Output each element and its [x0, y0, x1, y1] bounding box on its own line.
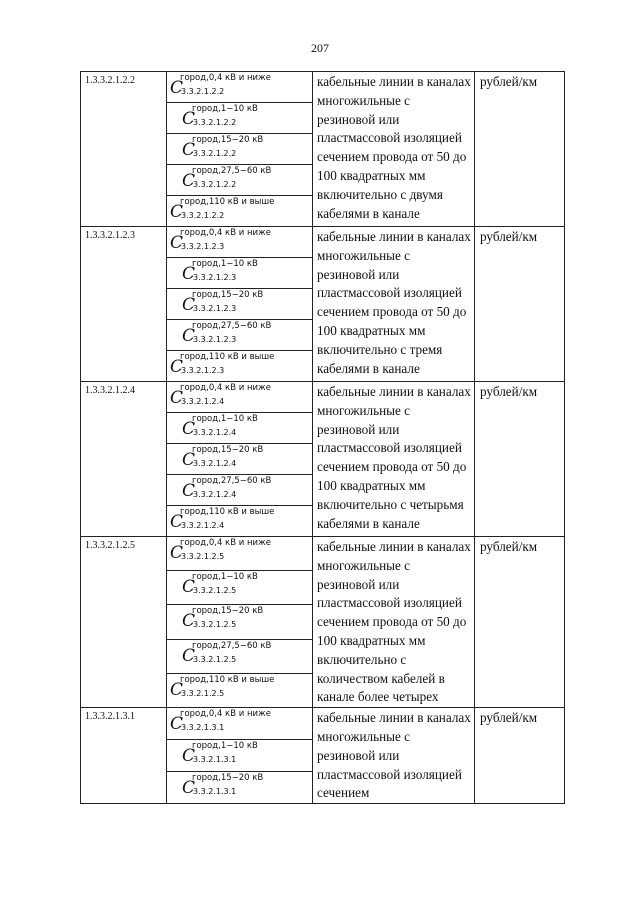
rate-symbol-letter: C — [170, 78, 184, 98]
rate-symbol-cell — [167, 134, 313, 165]
rate-symbol-cell — [167, 506, 313, 537]
rate-symbol-cell — [167, 289, 313, 320]
rate-symbol-letter: C — [182, 481, 196, 501]
rate-symbol-superscript: город,110 кВ и выше — [180, 507, 275, 517]
rate-symbol-superscript: город,0,4 кВ и ниже — [180, 709, 271, 720]
rate-symbol-cell — [167, 475, 313, 506]
rate-symbol — [170, 506, 312, 536]
rate-symbol-superscript: город,15−20 кВ — [192, 445, 264, 455]
rate-symbol — [170, 227, 312, 257]
rate-symbol-letter: C — [182, 450, 196, 470]
rate-symbol-cell — [167, 196, 313, 227]
rate-symbol — [182, 571, 312, 601]
rate-symbol-superscript: город,1−10 кВ — [192, 259, 258, 269]
rate-symbol-superscript: город,27,5−60 кВ — [192, 476, 272, 486]
rate-symbol — [182, 320, 312, 350]
rate-symbol-letter: C — [182, 577, 196, 598]
rate-symbol-cell — [167, 320, 313, 351]
rate-symbol — [182, 103, 312, 133]
rate-symbol-cell — [167, 382, 313, 413]
rate-symbol-subscript: 3.3.2.1.2.3 — [193, 335, 237, 344]
rate-symbol-cell — [167, 258, 313, 289]
rate-symbol-letter: C — [182, 171, 196, 191]
rate-symbol-cell — [167, 72, 313, 103]
rate-symbol-subscript: 3.3.2.1.2.2 — [193, 180, 237, 189]
rate-symbol-subscript: 3.3.2.1.3.1 — [193, 755, 237, 765]
rate-symbol-subscript: 3.3.2.1.3.1 — [193, 787, 237, 797]
rate-symbol-subscript: 3.3.2.1.2.4 — [193, 459, 237, 468]
rate-symbol-subscript: 3.3.2.1.2.2 — [181, 211, 225, 220]
item-code-cell: 1.3.3.2.1.2.4 — [81, 382, 167, 537]
description-cell: кабельные линии в каналах многожильные с резиновой или пластмассовой изоляцией сечением провода от 50 до 100 квадратных мм включительно с количеством кабелей в канале более четырех — [313, 537, 475, 708]
rate-symbol-superscript: город,15−20 кВ — [192, 606, 264, 617]
rate-symbol-superscript: город,15−20 кВ — [192, 773, 264, 784]
rate-symbol-subscript: 3.3.2.1.2.4 — [193, 490, 237, 499]
rate-symbol-subscript: 3.3.2.1.2.5 — [193, 654, 237, 664]
rate-symbol-cell — [167, 639, 313, 673]
rate-symbol-superscript: город,1−10 кВ — [192, 741, 258, 752]
rate-symbol-superscript: город,110 кВ и выше — [180, 197, 275, 207]
rate-symbol-subscript: 3.3.2.1.2.5 — [181, 688, 225, 698]
unit-cell: рублей/км — [475, 72, 565, 227]
tariff-table — [80, 71, 565, 804]
rate-symbol-superscript: город,27,5−60 кВ — [192, 166, 272, 176]
rate-symbol-superscript: город,0,4 кВ и ниже — [180, 538, 271, 548]
rate-symbol-superscript: город,110 кВ и выше — [180, 352, 275, 362]
rate-symbol-subscript: 3.3.2.1.2.4 — [193, 428, 237, 437]
page-number: 207 — [311, 41, 329, 55]
table-row — [81, 72, 565, 103]
tariff-table-container — [80, 71, 564, 804]
rate-symbol — [182, 165, 312, 195]
item-code-cell: 1.3.3.2.1.2.5 — [81, 537, 167, 708]
rate-symbol-cell — [167, 673, 313, 707]
rate-symbol — [182, 134, 312, 164]
item-code-cell: 1.3.3.2.1.2.3 — [81, 227, 167, 382]
rate-symbol-superscript: город,1−10 кВ — [192, 572, 258, 583]
rate-symbol-letter: C — [170, 679, 184, 700]
rate-symbol-cell — [167, 444, 313, 475]
rate-symbol-subscript: 3.3.2.1.2.5 — [193, 586, 237, 596]
rate-symbol-superscript: город,27,5−60 кВ — [192, 640, 272, 651]
unit-cell: рублей/км — [475, 227, 565, 382]
rate-symbol-letter: C — [182, 295, 196, 315]
description-cell: кабельные линии в каналах многожильные с резиновой или пластмассовой изоляцией сечением провода от 50 до 100 квадратных мм включительно с тремя кабелями в канале — [313, 227, 475, 382]
rate-symbol — [182, 413, 312, 443]
rate-symbol-subscript: 3.3.2.1.2.4 — [181, 521, 225, 530]
rate-symbol — [182, 640, 312, 670]
rate-symbol-subscript: 3.3.2.1.3.1 — [181, 723, 225, 733]
rate-symbol-letter: C — [182, 264, 196, 284]
rate-symbol-letter: C — [182, 140, 196, 160]
rate-symbol-cell — [167, 165, 313, 196]
item-code-cell: 1.3.3.2.1.3.1 — [81, 708, 167, 804]
rate-symbol — [170, 72, 312, 102]
rate-symbol-superscript: город,0,4 кВ и ниже — [180, 383, 271, 393]
rate-symbol — [182, 475, 312, 505]
rate-symbol-cell — [167, 605, 313, 639]
table-row — [81, 227, 565, 258]
rate-symbol — [182, 740, 312, 770]
rate-symbol-subscript: 3.3.2.1.2.5 — [193, 620, 237, 630]
rate-symbol-cell — [167, 772, 313, 804]
rate-symbol-letter: C — [182, 109, 196, 129]
rate-symbol-superscript: город,15−20 кВ — [192, 135, 264, 145]
unit-cell: рублей/км — [475, 382, 565, 537]
item-code-cell: 1.3.3.2.1.2.2 — [81, 72, 167, 227]
rate-symbol-cell — [167, 537, 313, 571]
rate-symbol-cell — [167, 351, 313, 382]
rate-symbol-letter: C — [182, 746, 196, 767]
rate-symbol-cell — [167, 227, 313, 258]
rate-symbol-letter: C — [182, 611, 196, 632]
rate-symbol-cell — [167, 103, 313, 134]
rate-symbol — [170, 196, 312, 226]
rate-symbol — [170, 351, 312, 381]
rate-symbol — [170, 382, 312, 412]
rate-symbol-cell — [167, 740, 313, 772]
rate-symbol-letter: C — [182, 778, 196, 799]
table-row — [81, 537, 565, 571]
rate-symbol — [182, 289, 312, 319]
rate-symbol-letter: C — [170, 543, 184, 563]
rate-symbol-superscript: город,110 кВ и выше — [180, 674, 275, 685]
rate-symbol-subscript: 3.3.2.1.2.3 — [181, 366, 225, 375]
rate-symbol-letter: C — [170, 202, 184, 222]
rate-symbol — [182, 605, 312, 635]
rate-symbol — [182, 258, 312, 288]
rate-symbol-letter: C — [170, 714, 184, 735]
rate-symbol — [182, 444, 312, 474]
rate-symbol-letter: C — [182, 419, 196, 439]
rate-symbol-superscript: город,0,4 кВ и ниже — [180, 228, 271, 238]
rate-symbol-subscript: 3.3.2.1.2.2 — [193, 118, 237, 127]
rate-symbol-letter: C — [170, 388, 184, 408]
unit-cell: рублей/км — [475, 708, 565, 804]
rate-symbol-subscript: 3.3.2.1.2.5 — [181, 552, 225, 561]
rate-symbol-superscript: город,15−20 кВ — [192, 290, 264, 300]
rate-symbol-cell — [167, 413, 313, 444]
rate-symbol — [170, 708, 312, 738]
rate-symbol — [182, 772, 312, 802]
table-row — [81, 382, 565, 413]
rate-symbol-subscript: 3.3.2.1.2.2 — [193, 149, 237, 158]
description-cell: кабельные линии в каналах многожильные с резиновой или пластмассовой изоляцией сечением — [313, 708, 475, 804]
rate-symbol — [170, 674, 312, 704]
rate-symbol-subscript: 3.3.2.1.2.3 — [181, 242, 225, 251]
rate-symbol-superscript: город,0,4 кВ и ниже — [180, 73, 271, 83]
rate-symbol-letter: C — [182, 645, 196, 666]
rate-symbol-superscript: город,1−10 кВ — [192, 414, 258, 424]
rate-symbol-letter: C — [170, 233, 184, 253]
rate-symbol-letter: C — [170, 512, 184, 532]
table-row — [81, 708, 565, 740]
rate-symbol-letter: C — [182, 326, 196, 346]
description-cell: кабельные линии в каналах многожильные с резиновой или пластмассовой изоляцией сечением провода от 50 до 100 квадратных мм включительно с четырьмя кабелями в канале — [313, 382, 475, 537]
rate-symbol-superscript: город,1−10 кВ — [192, 104, 258, 114]
rate-symbol-subscript: 3.3.2.1.2.3 — [193, 273, 237, 282]
rate-symbol-superscript: город,27,5−60 кВ — [192, 321, 272, 331]
rate-symbol-cell — [167, 571, 313, 605]
rate-symbol-letter: C — [170, 357, 184, 377]
rate-symbol-subscript: 3.3.2.1.2.4 — [181, 397, 225, 406]
rate-symbol-subscript: 3.3.2.1.2.3 — [193, 304, 237, 313]
unit-cell: рублей/км — [475, 537, 565, 708]
rate-symbol-cell — [167, 708, 313, 740]
description-cell: кабельные линии в каналах многожильные с резиновой или пластмассовой изоляцией сечением провода от 50 до 100 квадратных мм включительно с двумя кабелями в канале — [313, 72, 475, 227]
rate-symbol — [170, 537, 312, 567]
rate-symbol-subscript: 3.3.2.1.2.2 — [181, 87, 225, 96]
